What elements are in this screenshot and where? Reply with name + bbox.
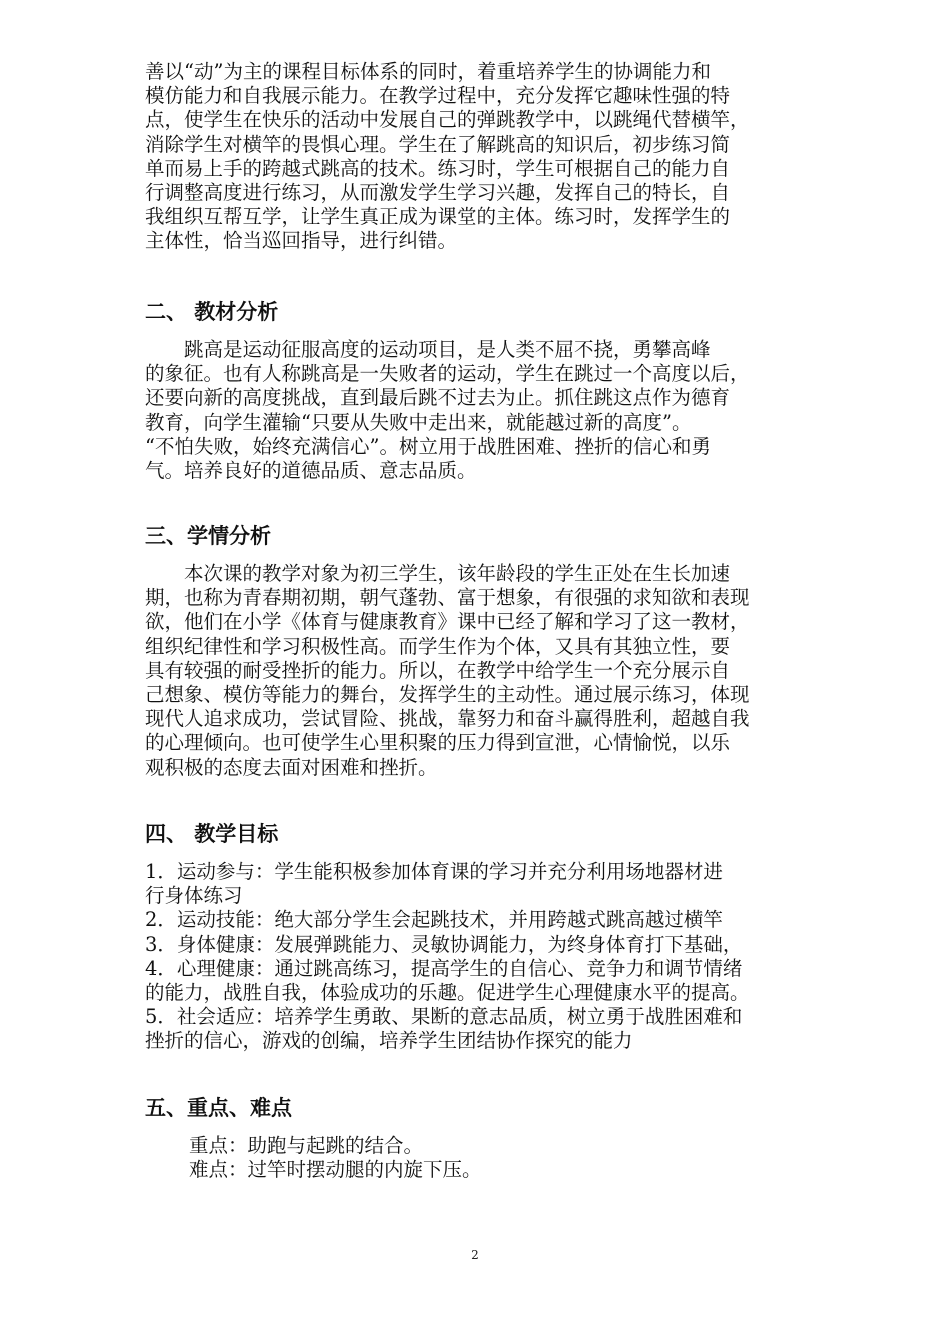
intro-line: 单而易上手的跨越式跳高的技术。练习时，学生可根据自己的能力自 <box>145 156 731 180</box>
intro-line: 主体性，恰当巡回指导，进行纠错。 <box>145 229 458 253</box>
section-3-line: 观积极的态度去面对困难和挫折。 <box>145 755 438 779</box>
section-2-line: 还要向新的高度挑战，直到最后跳不过去为止。抓住跳这点作为德育 <box>145 386 731 410</box>
section-2-heading: 二、 教材分析 <box>145 300 279 324</box>
page-number: 2 <box>471 1248 479 1262</box>
key-point-line: 重点：助跑与起跳的结合。 <box>189 1134 424 1157</box>
intro-line: 消除学生对横竿的畏惧心理。学生在了解跳高的知识后，初步练习简 <box>145 132 731 156</box>
section-3-line: 具有较强的耐受挫折的能力。所以，在教学中给学生一个充分展示自 <box>145 658 731 682</box>
objective-line: 行身体练习 <box>145 884 243 908</box>
objective-line: 的能力，战胜自我，体验成功的乐趣。促进学生心理健康水平的提高。 <box>145 981 750 1005</box>
difficulty-line: 难点：过竿时摆动腿的内旋下压。 <box>189 1158 482 1182</box>
objective-line: 5．社会适应：培养学生勇敢、果断的意志品质，树立勇于战胜困难和 <box>145 1005 743 1029</box>
intro-line: 行调整高度进行练习，从而激发学生学习兴趣，发挥自己的特长，自 <box>145 181 731 205</box>
section-2-line: 气。培养良好的道德品质、意志品质。 <box>145 459 477 483</box>
section-3-heading: 三、学情分析 <box>145 524 271 548</box>
section-2-paragraph <box>145 338 811 483</box>
section-3-line: 现代人追求成功，尝试冒险、挑战，靠努力和奋斗赢得胜利，超越自我 <box>145 707 750 731</box>
section-2-line: 教育，向学生灌输“只要从失败中走出来，就能越过新的高度”。 <box>145 410 692 434</box>
section-2-line: “不怕失败，始终充满信心”。树立用于战胜困难、挫折的信心和勇 <box>145 434 711 458</box>
section-5-heading: 五、重点、难点 <box>145 1096 292 1120</box>
section-3-line: 的心理倾向。也可使学生心里积聚的压力得到宣泄，心情愉悦，以乐 <box>145 731 731 755</box>
section-3-line: 己想象、模仿等能力的舞台，发挥学生的主动性。通过展示练习，体现 <box>145 683 750 707</box>
intro-line: 模仿能力和自我展示能力。在教学过程中，充分发挥它趣味性强的特 <box>145 84 731 108</box>
intro-line: 点，使学生在快乐的活动中发展自己的弹跳教学中，以跳绳代替横竿， <box>145 108 750 132</box>
section-3-line: 本次课的教学对象为初三学生，该年龄段的学生正处在生长加速 <box>145 562 731 585</box>
section-5-content <box>145 1134 811 1182</box>
objective-line: 1．运动参与：学生能积极参加体育课的学习并充分利用场地器材进 <box>145 860 723 883</box>
section-4-list <box>145 860 811 1054</box>
section-3-line: 欲，他们在小学《体育与健康教育》课中已经了解和学习了这一教材， <box>145 610 750 634</box>
section-3-line: 期，也称为青春期初期，朝气蓬勃、富于想象，有很强的求知欲和表现 <box>145 586 750 610</box>
section-2-line: 跳高是运动征服高度的运动项目，是人类不屈不挠，勇攀高峰 <box>145 338 711 361</box>
intro-paragraph <box>145 60 811 254</box>
intro-line: 善以“动”为主的课程目标体系的同时，着重培养学生的协调能力和 <box>145 60 711 83</box>
objective-line: 3．身体健康：发展弹跳能力、灵敏协调能力，为终身体育打下基础， <box>145 932 743 956</box>
objective-line: 挫折的信心，游戏的创编，培养学生团结协作探究的能力 <box>145 1029 633 1053</box>
intro-line: 我组织互帮互学，让学生真正成为课堂的主体。练习时，发挥学生的 <box>145 205 731 229</box>
section-4-heading: 四、 教学目标 <box>145 822 279 846</box>
section-2-line: 的象征。也有人称跳高是一失败者的运动，学生在跳过一个高度以后， <box>145 362 750 386</box>
section-3-line: 组织纪律性和学习积极性高。而学生作为个体，又具有其独立性，要 <box>145 634 731 658</box>
objective-line: 4．心理健康：通过跳高练习，提高学生的自信心、竞争力和调节情绪 <box>145 956 743 980</box>
objective-line: 2．运动技能：绝大部分学生会起跳技术，并用跨越式跳高越过横竿 <box>145 908 723 932</box>
section-3-paragraph <box>145 562 811 780</box>
